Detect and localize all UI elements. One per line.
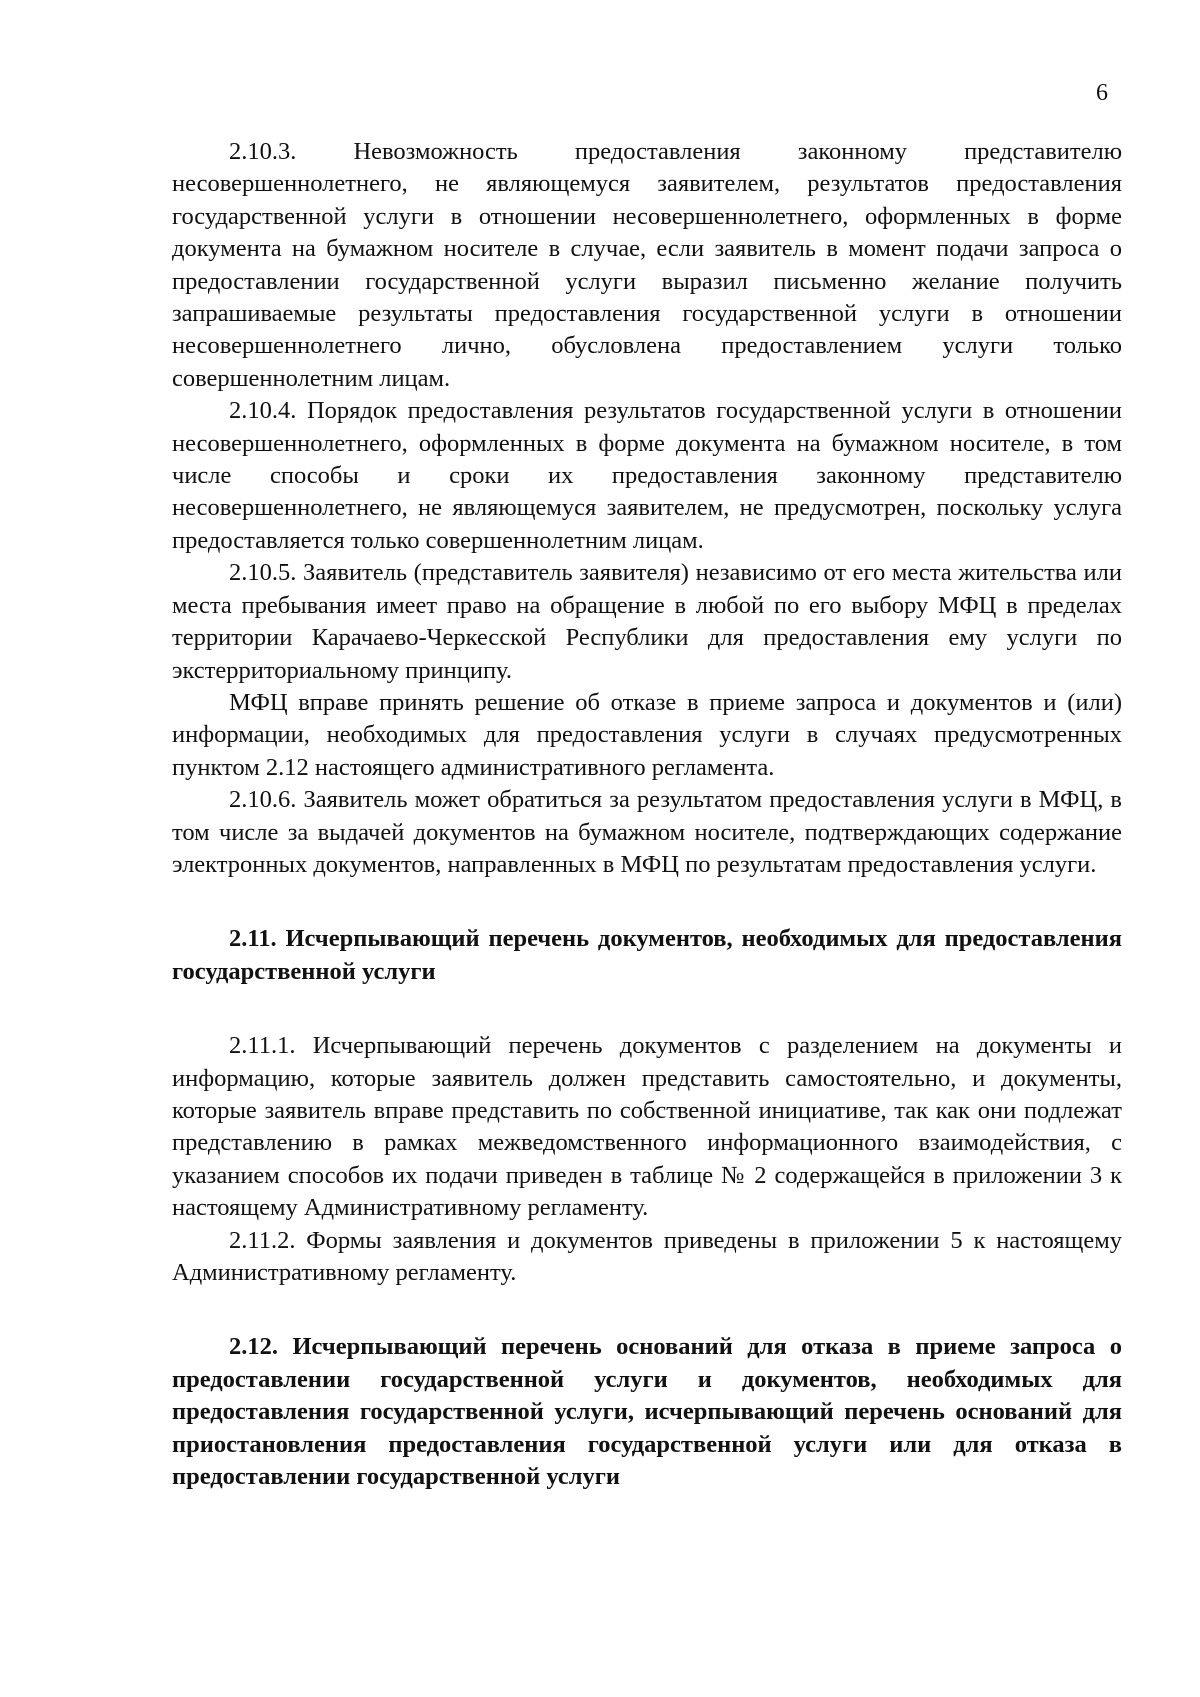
section-heading-2-11: 2.11. Исчерпывающий перечень документов, необходимых для предоставления государственной услуги	[172, 925, 1122, 985]
spacer	[172, 988, 1122, 1030]
spacer	[172, 1289, 1122, 1331]
paragraph-2-10-4: 2.10.4. Порядок предоставления результатов государственной услуги в отношении несовершеннолетнего, оформленных в форме документа на бумажном носителе, в том числе способы и сроки их предоставления законному представителю несовершеннолетнего, не являющемуся заявителем, не предусмотрен, поскольку услуга предоставляется только совершеннолетним лицам.	[172, 397, 1122, 554]
document-body	[172, 136, 1122, 1493]
spacer	[172, 881, 1122, 923]
paragraph-2-10-5: 2.10.5. Заявитель (представитель заявителя) независимо от его места жительства или места пребывания имеет право на обращение в любой по его выбору МФЦ в пределах территории Карачаево-Черкесской Республики для предоставления ему услуги по экстерриториальному принципу.	[172, 559, 1122, 684]
paragraph-2-10-6: 2.10.6. Заявитель может обратиться за результатом предоставления услуги в МФЦ, в том числе за выдачей документов на бумажном носителе, подтверждающих содержание электронных документов, направленных в МФЦ по результатам предоставления услуги.	[172, 786, 1122, 878]
paragraph-2-10-3: 2.10.3. Невозможность предоставления законному представителю несовершеннолетнего, не являющемуся заявителем, результатов предоставления государственной услуги в отношении несовершеннолетнего, оформленных в форме документа на бумажном носителе в случае, если заявитель в момент подачи запроса о предоставлении государственной услуги выразил письменно желание получить запрашиваемые результаты предоставления государственной услуги в отношении несовершеннолетнего лично, обусловлена предоставлением услуги только совершеннолетним лицам.	[172, 138, 1122, 392]
paragraph-mfc: МФЦ вправе принять решение об отказе в приеме запроса и документов и (или) информации, необходимых для предоставления услуги в случаях предусмотренных пунктом 2.12 настоящего административного регламента.	[172, 688, 1122, 781]
section-heading-2-12: 2.12. Исчерпывающий перечень оснований для отказа в приеме запроса о предоставлении государственной услуги и документов, необходимых для предоставления государственной услуги, исчерпывающий перечень оснований для приостановления предоставления государственной услуги или для отказа в предоставлении государственной услуги	[172, 1333, 1122, 1491]
paragraph-2-11-1: 2.11.1. Исчерпывающий перечень документов с разделением на документы и информацию, которые заявитель должен представить самостоятельно, и документы, которые заявитель вправе представить по собственной инициативе, так как они подлежат представлению в рамках межведомственного информационного взаимодействия, с указанием способов их подачи приведен в таблице № 2 содержащейся в приложении 3 к настоящему Административному регламенту.	[172, 1032, 1122, 1222]
paragraph-2-11-2: 2.11.2. Формы заявления и документов приведены в приложении 5 к настоящему Административному регламенту.	[172, 1226, 1122, 1286]
page-number: 6	[1096, 80, 1108, 106]
